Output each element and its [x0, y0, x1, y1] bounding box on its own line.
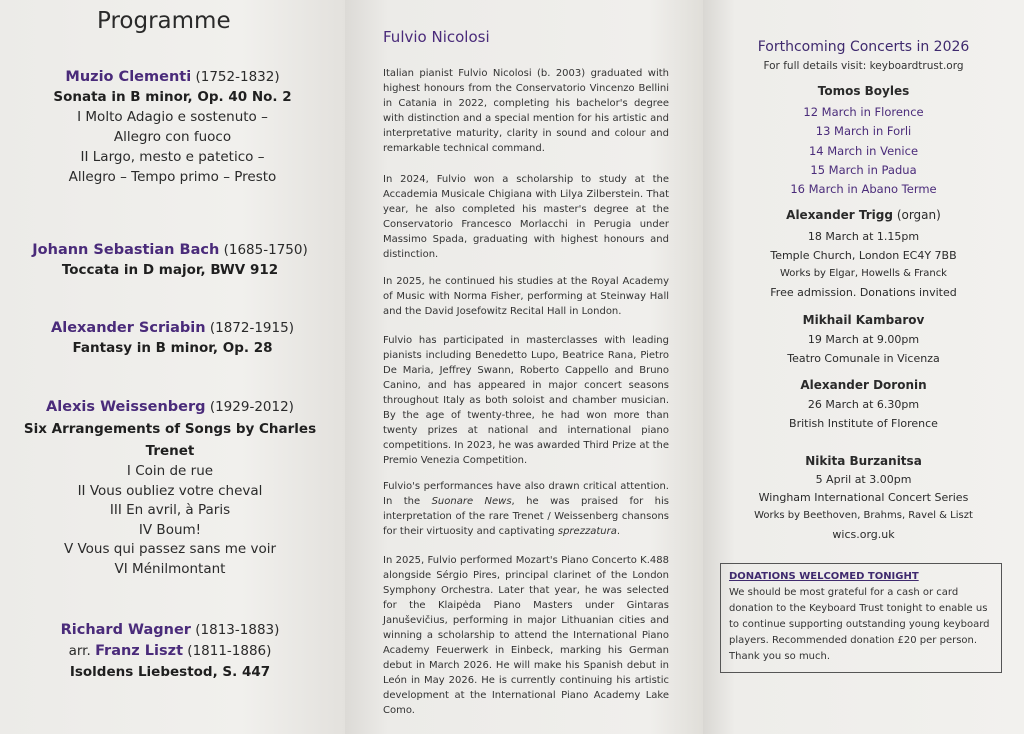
movement: I Molto Adagio e sostenuto –	[77, 109, 268, 125]
concert-works: Works by Beethoven, Brahms, Ravel & Liszt	[754, 510, 973, 521]
movement: V Vous qui passez sans me voir	[63, 541, 277, 557]
bio-paragraph: Fulvio has participated in masterclasses with leading pianists including Benedetto Lupo, Beatrice Rana, Pietro De Maria, Jeffrey Swann, Roberto Cappello and Bruno Canino, and has appeared in major concert seasons throughout Italy as both soloist and chamber musician. By the age of twenty-three, he had won more than twenty prizes at national and international piano competitions. In 2023, he was awarded Third Prize at the Premio Venezia Competition.	[383, 335, 669, 466]
donation-text: players. Recommended donation £20 per person.	[729, 635, 978, 646]
concert-works: Works by Elgar, Howells & Franck	[780, 268, 947, 279]
concert-date: 5 April at 3.00pm	[815, 473, 912, 486]
concert-note: Free admission. Donations invited	[770, 286, 957, 299]
bio-paragraph: Italian pianist Fulvio Nicolosi (b. 2003) graduated with highest honours from the Conservatorio Vincenzo Bellini in Catania in 2022, completing his bachelor's degree with distinction and a special mention for his artistic and interpretative maturity, clarity in sound and colour and remarkable technical command.	[383, 68, 669, 154]
movement: VI Ménilmontant	[114, 560, 226, 577]
bio-paragraph: In 2025, he continued his studies at the Royal Academy of Music with Norma Fisher, performing at Steinway Hall and the David Josefowitz Recital Hall in London.	[383, 276, 669, 317]
piece-title: Isoldens Liebestod, S. 447	[69, 664, 271, 680]
composer-name: Johann Sebastian Bach	[32, 242, 220, 258]
artist-trigg	[703, 208, 1024, 222]
biography-panel	[345, 0, 703, 734]
movement: I Coin de rue	[126, 463, 214, 479]
artist-name: Alexander Doronin	[800, 378, 927, 392]
composer-name: Richard Wagner	[60, 622, 191, 638]
arranger-prefix: arr.	[68, 643, 91, 659]
piece-title: Toccata in D major, BWV 912	[61, 262, 279, 278]
composer-dates: (1685-1750)	[223, 242, 308, 258]
concert-venue: Teatro Comunale in Vicenza	[787, 352, 940, 365]
bio-paragraph: In 2024, Fulvio won a scholarship to study at the Accademia Musicale Chigiana with Lilya Zilberstein. That year, he also completed his master's degree at the Conservatorio Francesco Morlacchi in Perugia under Massimo Spada, graduating with highest honours and distinction.	[383, 174, 669, 260]
concerts-subtitle: For full details visit: keyboardtrust.org	[763, 60, 964, 72]
artist-name: Alexander Trigg	[786, 208, 893, 222]
piece-title-cont: Trenet	[145, 443, 195, 459]
arranger-name: Franz Liszt	[95, 643, 183, 659]
concert-venue: Temple Church, London EC4Y 7BB	[770, 249, 957, 262]
composer-dates: (1929-2012)	[209, 399, 294, 415]
artist-name: Tomos Boyles	[817, 84, 910, 98]
composer-dates: (1752-1832)	[195, 69, 280, 85]
work-clementi	[10, 67, 335, 187]
programme-panel	[0, 0, 345, 734]
bio-paragraph: In 2025, Fulvio performed Mozart's Piano Concerto K.488 alongside Sérgio Pires, principal clarinet of the London Symphony Orchestra. Later that year, he was selected for the Klaipėda Piano Masters under Gintaras Januševičius, performing in major Lithuanian cities and winning a scholarship to attend the International Piano Academy Feuerwerk in Einbeck, marking his German debut in March 2026. He will make his Spanish debut in León in May 2026. He is currently continuing his artistic development at the International Piano Academy Lake Como.	[383, 555, 669, 716]
donation-text: to continue supporting outstanding young keyboard	[729, 619, 990, 630]
movement: III En avril, à Paris	[109, 502, 231, 518]
donation-text: donation to the Keyboard Trust tonight to enable us	[729, 603, 988, 614]
concerts-title: Forthcoming Concerts in 2026	[757, 39, 970, 55]
work-bach	[5, 240, 335, 280]
artist-name: Nikita Burzanitsa	[805, 454, 922, 468]
composer-name: Muzio Clementi	[65, 69, 192, 85]
bio-title: Fulvio Nicolosi	[383, 28, 490, 46]
composer-dates: (1872-1915)	[209, 320, 294, 336]
concert-date: 19 March at 9.00pm	[807, 333, 920, 346]
work-weissenberg	[5, 396, 335, 579]
movement: Allegro con fuoco	[113, 129, 232, 145]
concert-date: 18 March at 1.15pm	[807, 230, 920, 243]
donation-text: Thank you so much.	[729, 651, 831, 662]
movement: Allegro – Tempo primo – Presto	[68, 169, 277, 185]
concert-date: 13 March in Forli	[815, 124, 912, 138]
arranger-dates: (1811-1886)	[187, 643, 272, 659]
concert-date: 16 March in Abano Terme	[790, 182, 937, 196]
concert-date: 12 March in Florence	[803, 105, 924, 119]
donation-box	[720, 563, 1002, 673]
artist-name: Mikhail Kambarov	[802, 313, 925, 327]
concert-date: 14 March in Venice	[808, 144, 919, 158]
programme-title: Programme	[97, 8, 231, 34]
concert-url: wics.org.uk	[832, 528, 895, 541]
concerts-panel	[703, 0, 1024, 734]
composer-name: Alexis Weissenberg	[46, 399, 206, 415]
work-wagner-liszt	[5, 620, 335, 683]
piece-title: Fantasy in B minor, Op. 28	[72, 340, 273, 356]
donation-text: We should be most grateful for a cash or card	[729, 587, 959, 598]
movement: II Vous oubliez votre cheval	[77, 482, 263, 499]
concert-date: 26 March at 6.30pm	[807, 398, 920, 411]
movement: IV Boum!	[138, 521, 202, 538]
concert-venue: Wingham International Concert Series	[758, 491, 969, 504]
work-scriabin	[10, 318, 335, 358]
composer-dates: (1813-1883)	[195, 622, 280, 638]
donation-heading: DONATIONS WELCOMED TONIGHT	[729, 571, 919, 582]
concert-venue: British Institute of Florence	[789, 417, 938, 430]
bio-paragraph: Fulvio's performances have also drawn critical attention. In the Suonare News, he was praised for his interpretation of the rare Trenet / Weissenberg chansons for their virtuosity and captivating sprezzatura.	[383, 481, 670, 537]
concert-date: 15 March in Padua	[810, 163, 917, 177]
artist-instrument: (organ)	[896, 208, 941, 222]
composer-name: Alexander Scriabin	[51, 320, 206, 336]
piece-title: Sonata in B minor, Op. 40 No. 2	[53, 89, 292, 105]
piece-title: Six Arrangements of Songs by Charles	[23, 421, 317, 437]
movement: II Largo, mesto e patetico –	[80, 149, 265, 165]
